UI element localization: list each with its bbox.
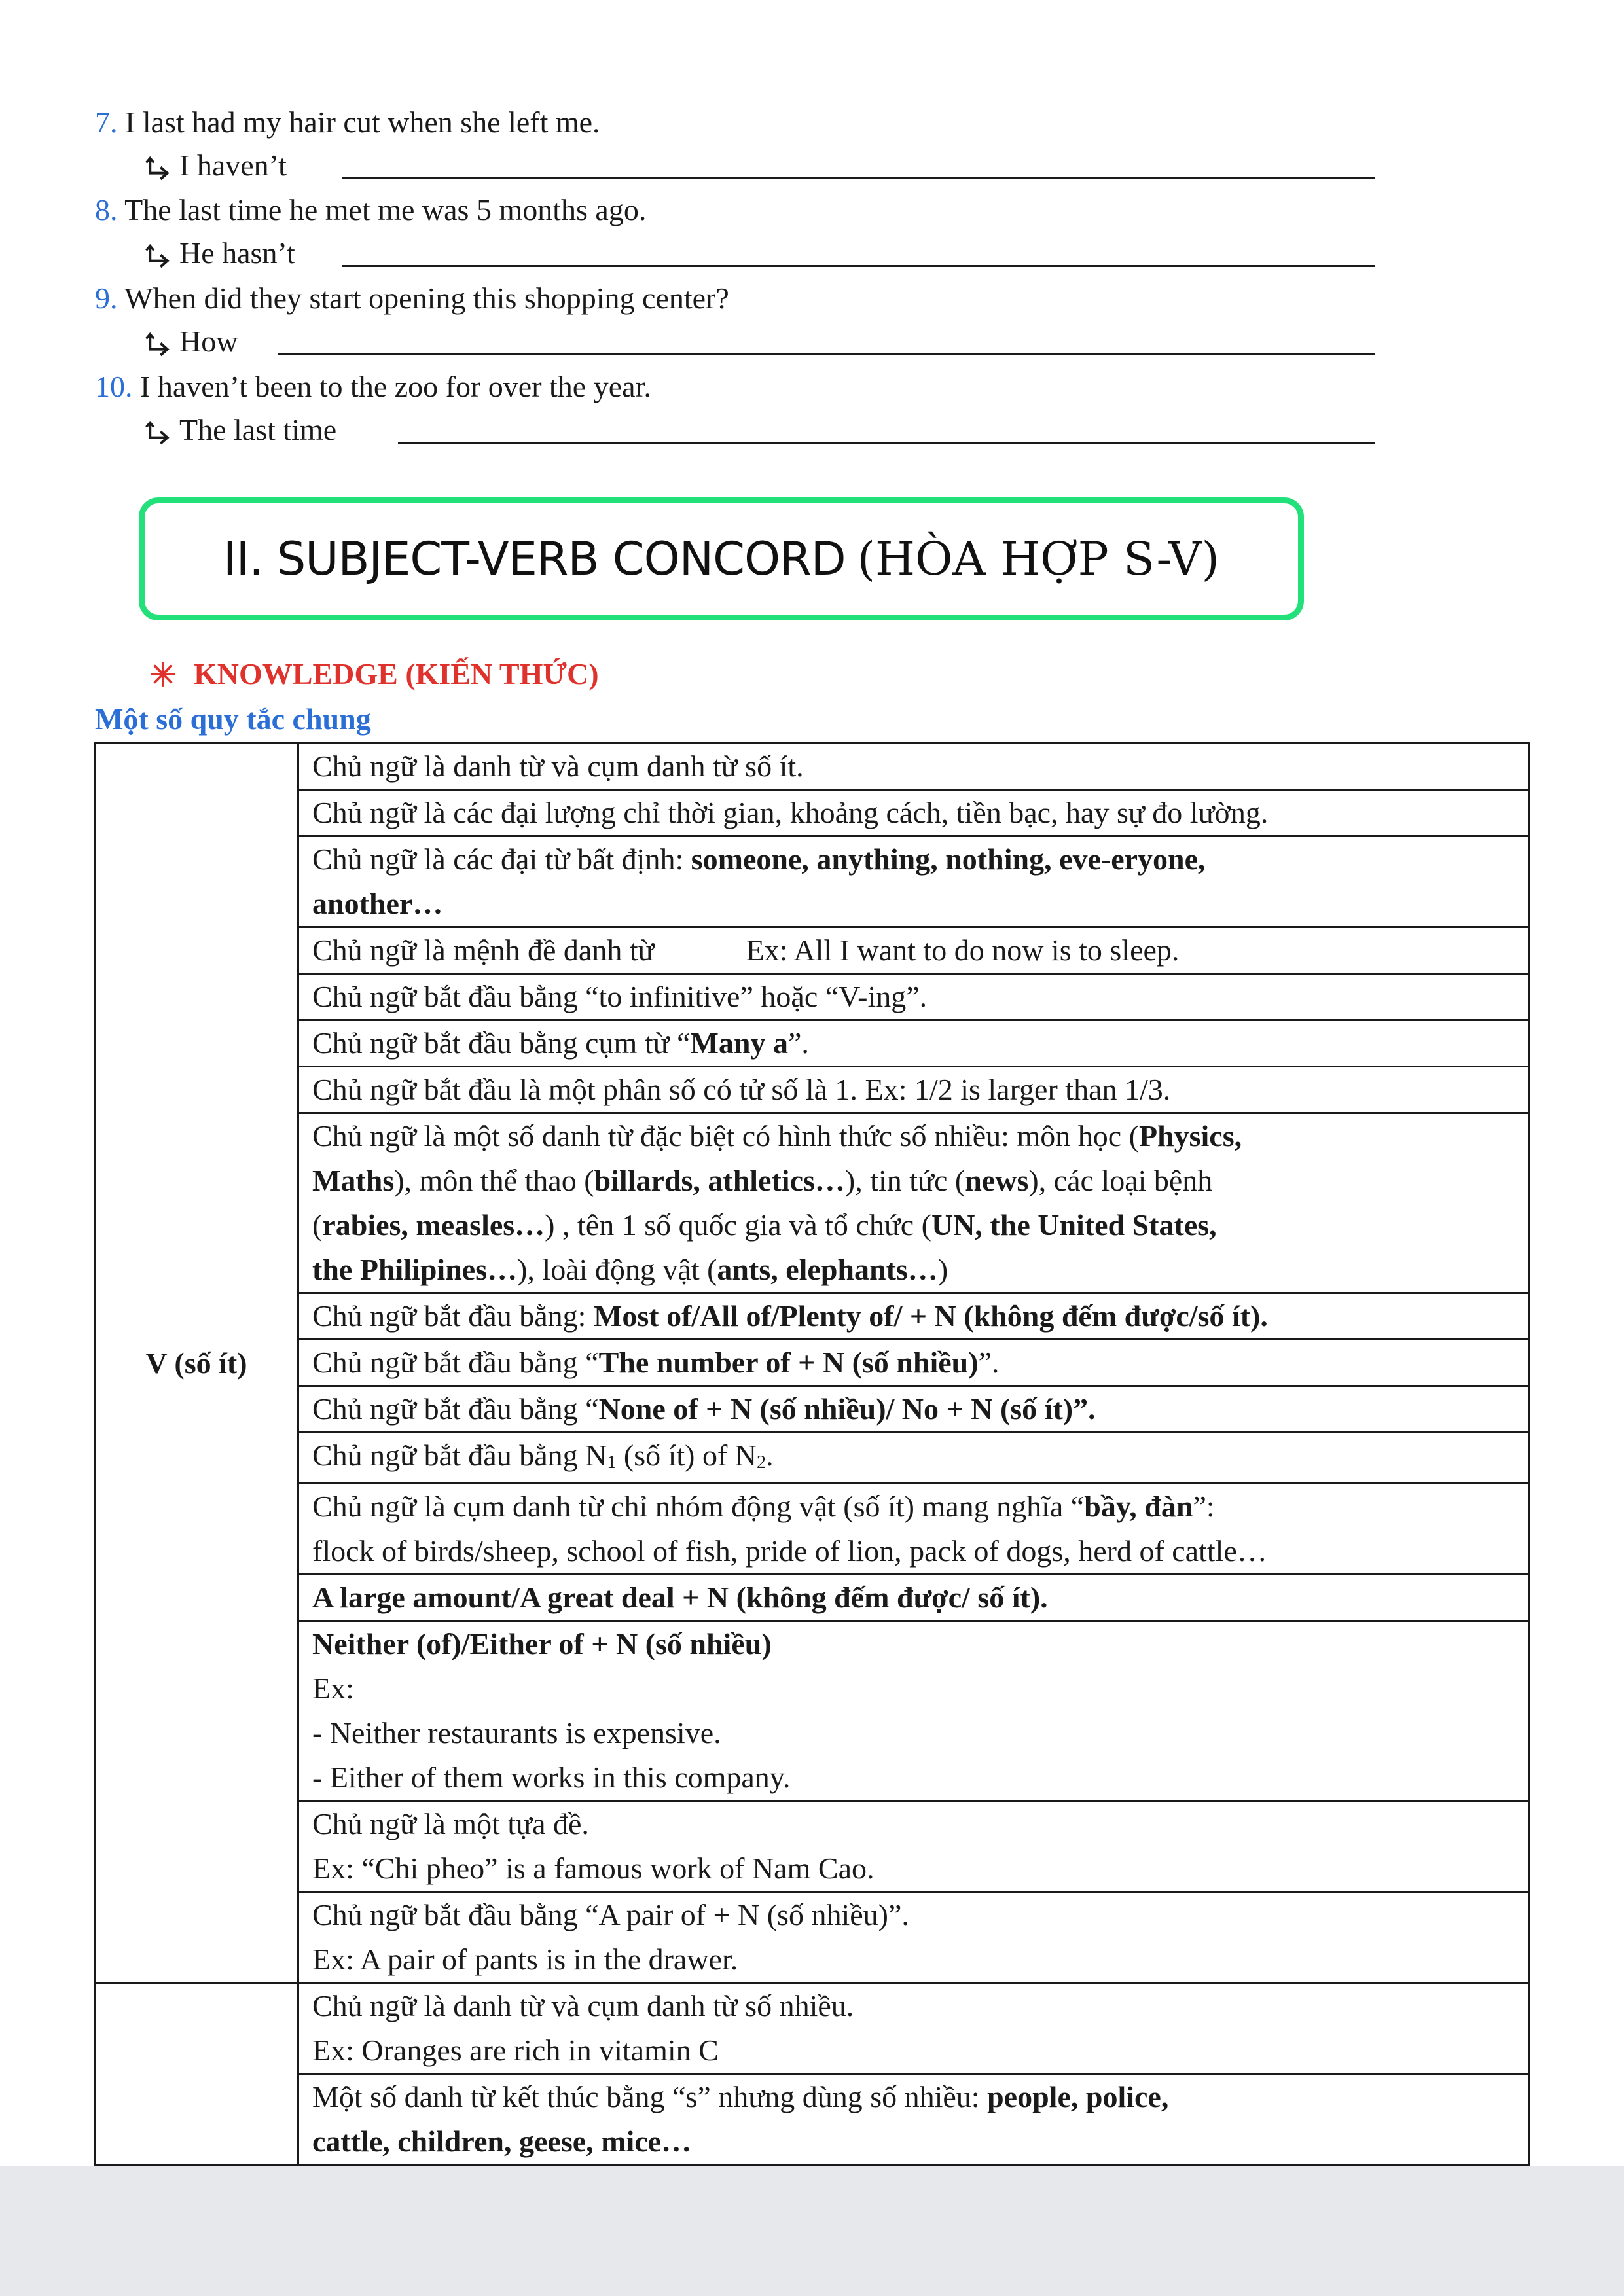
rule-text: Chủ ngữ bắt đầu bằng “ xyxy=(312,1346,599,1379)
rule-emphasis: Most of/All of/Plenty of/ + N (không đếm được/số ít). xyxy=(593,1299,1268,1333)
exercise-number: 10. xyxy=(95,370,133,403)
table-row xyxy=(95,927,1530,974)
rule-cell xyxy=(298,1020,1530,1067)
exercise-8 xyxy=(95,190,646,230)
rule-emphasis: ants, elephants… xyxy=(717,1253,938,1286)
section-title: II. SUBJECT-VERB CONCORD xyxy=(223,532,846,586)
exercise-number: 9. xyxy=(95,281,118,315)
arrow-icon xyxy=(144,420,174,450)
table-row xyxy=(95,974,1530,1020)
rule-emphasis: The number of + N (số nhiều) xyxy=(598,1346,979,1379)
answer-prompt: I haven’t xyxy=(179,149,287,182)
table-row xyxy=(95,790,1530,836)
rule-text: Chủ ngữ bắt đầu bằng: xyxy=(312,1299,594,1333)
rule-text: ”. xyxy=(787,1026,809,1060)
rule-cell xyxy=(298,1340,1530,1386)
exercise-sentence: When did they start opening this shopping center? xyxy=(124,281,729,315)
category-plural xyxy=(95,1983,298,2165)
answer-line-10 xyxy=(144,410,336,450)
arrow-icon xyxy=(144,243,174,273)
answer-blank[interactable] xyxy=(278,353,1375,355)
rule-cell xyxy=(298,1067,1530,1113)
answer-prompt: The last time xyxy=(179,413,337,446)
table-row xyxy=(95,1983,1530,2074)
rule-emphasis: people, police, xyxy=(987,2080,1169,2113)
rule-cell xyxy=(298,836,1530,927)
rule-example: - Neither restaurants is expensive. xyxy=(312,1716,721,1749)
rule-cell xyxy=(298,790,1530,836)
rule-text: Chủ ngữ bắt đầu bằng “ xyxy=(312,1392,599,1426)
table-row xyxy=(95,744,1530,790)
exercise-sentence: I last had my hair cut when she left me. xyxy=(125,105,600,139)
rule-text: Chủ ngữ bắt đầu bằng “to infinitive” hoặc “V-ing”. xyxy=(312,980,928,1013)
rule-emphasis: news xyxy=(965,1164,1029,1197)
rule-text: ”. xyxy=(978,1346,1000,1379)
arrow-icon xyxy=(144,155,174,185)
rule-text: (số ít) of N xyxy=(616,1439,757,1472)
rule-text: Chủ ngữ bắt đầu bằng cụm từ “ xyxy=(312,1026,691,1060)
rule-cell xyxy=(298,2074,1530,2165)
rule-text: ), loài động vật ( xyxy=(517,1253,717,1286)
rule-cell xyxy=(298,927,1530,974)
answer-blank[interactable] xyxy=(342,177,1375,179)
rule-text: ), môn thể thao ( xyxy=(394,1164,594,1197)
rule-text: Chủ ngữ là các đại lượng chỉ thời gian, khoảng cách, tiền bạc, hay sự đo lường. xyxy=(312,796,1269,829)
answer-line-7 xyxy=(144,146,287,185)
table-row xyxy=(95,1067,1530,1113)
arrow-icon xyxy=(144,331,174,361)
answer-prompt: He hasn’t xyxy=(179,236,295,270)
rule-text: ”: xyxy=(1193,1490,1215,1523)
rule-emphasis: A large amount/A great deal + N (không đếm được/ số ít). xyxy=(312,1581,1048,1614)
exercise-number: 7. xyxy=(95,105,118,139)
answer-prompt: How xyxy=(179,325,238,358)
page-footer-band xyxy=(0,2166,1624,2296)
rule-cell xyxy=(298,1293,1530,1340)
table-row xyxy=(95,1020,1530,1067)
table-row xyxy=(95,1293,1530,1340)
rule-emphasis: someone, anything, nothing, eve-eryone, xyxy=(691,842,1206,876)
rule-emphasis: None of + N (số nhiều)/ No + N (số ít)”. xyxy=(598,1392,1096,1426)
rule-text: Một số danh từ kết thúc bằng “s” nhưng dùng số nhiều: xyxy=(312,2080,988,2113)
rule-text: Chủ ngữ là một tựa đề. xyxy=(312,1807,589,1840)
rule-emphasis: bầy, đàn xyxy=(1084,1490,1193,1523)
answer-line-8 xyxy=(144,234,295,273)
table-row xyxy=(95,1340,1530,1386)
rule-cell xyxy=(298,1801,1530,1892)
answer-blank[interactable] xyxy=(398,442,1375,444)
rule-cell xyxy=(298,744,1530,790)
rule-emphasis: billards, athletics… xyxy=(594,1164,845,1197)
section-subtitle: (HÒA HỢP S-V) xyxy=(857,532,1219,586)
table-row xyxy=(95,2074,1530,2165)
rule-text: ) , tên 1 số quốc gia và tổ chức ( xyxy=(545,1208,931,1242)
table-row xyxy=(95,1433,1530,1484)
answer-blank[interactable] xyxy=(342,265,1375,267)
exercise-number: 8. xyxy=(95,193,118,226)
subscript: 2 xyxy=(757,1452,767,1473)
rule-emphasis: Maths xyxy=(312,1164,395,1197)
table-row xyxy=(95,1801,1530,1892)
rule-text: Chủ ngữ bắt đầu bằng N xyxy=(312,1439,607,1472)
knowledge-text: KNOWLEDGE (KIẾN THỨC) xyxy=(194,657,599,691)
rule-emphasis: cattle, children, geese, mice… xyxy=(312,2125,692,2158)
table-row xyxy=(95,1484,1530,1575)
rule-text: Chủ ngữ là các đại từ bất định: xyxy=(312,842,691,876)
rule-cell xyxy=(298,1386,1530,1433)
exercise-sentence: I haven’t been to the zoo for over the year. xyxy=(140,370,651,403)
table-row xyxy=(95,836,1530,927)
rule-text: Chủ ngữ bắt đầu là một phân số có tử số là 1. Ex: 1/2 is larger than 1/3. xyxy=(312,1073,1171,1106)
rule-emphasis: Physics, xyxy=(1138,1119,1242,1153)
table-row xyxy=(95,1113,1530,1293)
rule-example: Ex: All I want to do now is to sleep. xyxy=(746,933,1180,967)
rule-text: Chủ ngữ bắt đầu bằng “A pair of + N (số nhiều)”. xyxy=(312,1898,909,1931)
rule-text: Ex: xyxy=(312,1672,354,1705)
rules-table xyxy=(94,742,1530,2166)
rule-emphasis: another… xyxy=(312,887,443,920)
rule-text: Chủ ngữ là một số danh từ đặc biệt có hình thức số nhiều: môn học ( xyxy=(312,1119,1139,1153)
table-row xyxy=(95,1892,1530,1983)
rule-cell xyxy=(298,1484,1530,1575)
rule-emphasis: Many a xyxy=(690,1026,788,1060)
rule-cell xyxy=(298,1621,1530,1801)
snowflake-icon xyxy=(151,662,175,687)
rule-cell xyxy=(298,1113,1530,1293)
exercise-9 xyxy=(95,279,729,318)
rule-text: . xyxy=(766,1439,774,1472)
table-row xyxy=(95,1621,1530,1801)
subscript: 1 xyxy=(607,1452,617,1473)
rule-cell xyxy=(298,1983,1530,2074)
rule-emphasis: Neither (of)/Either of + N (số nhiều) xyxy=(312,1627,772,1660)
rule-example: - Either of them works in this company. xyxy=(312,1761,791,1794)
rule-cell xyxy=(298,974,1530,1020)
rule-cell xyxy=(298,1575,1530,1621)
exercise-10 xyxy=(95,367,651,406)
answer-line-9 xyxy=(144,322,238,361)
rule-text: ) xyxy=(937,1253,948,1286)
rule-cell xyxy=(298,1433,1530,1484)
rule-text: ), tin tức ( xyxy=(844,1164,965,1197)
rule-text: Chủ ngữ là cụm danh từ chỉ nhóm động vật (số ít) mang nghĩa “ xyxy=(312,1490,1085,1523)
exercise-7 xyxy=(95,103,600,142)
category-singular: V (số ít) xyxy=(95,744,298,1983)
rule-text: Chủ ngữ là danh từ và cụm danh từ số nhiều. xyxy=(312,1989,854,2022)
knowledge-label xyxy=(151,656,599,691)
table-row xyxy=(95,1575,1530,1621)
subheading: Một số quy tắc chung xyxy=(95,702,371,736)
rule-emphasis: UN, the United States, xyxy=(931,1208,1217,1242)
section-heading-box xyxy=(139,497,1304,620)
rule-text: ( xyxy=(312,1208,323,1242)
rule-emphasis: the Philipines… xyxy=(312,1253,518,1286)
rule-example: Ex: Oranges are rich in vitamin C xyxy=(312,2034,719,2067)
rule-text: flock of birds/sheep, school of fish, pride of lion, pack of dogs, herd of cattle… xyxy=(312,1534,1267,1568)
rule-text: Chủ ngữ là danh từ và cụm danh từ số ít. xyxy=(312,749,804,783)
rule-emphasis: rabies, measles… xyxy=(322,1208,545,1242)
rule-example: Ex: A pair of pants is in the drawer. xyxy=(312,1943,738,1976)
rule-example: Ex: “Chi pheo” is a famous work of Nam Cao. xyxy=(312,1852,875,1885)
table-row xyxy=(95,1386,1530,1433)
rule-text: ), các loại bệnh xyxy=(1028,1164,1213,1197)
exercise-sentence: The last time he met me was 5 months ago. xyxy=(124,193,647,226)
rule-text: Chủ ngữ là mệnh đề danh từ xyxy=(312,933,655,967)
rule-cell xyxy=(298,1892,1530,1983)
